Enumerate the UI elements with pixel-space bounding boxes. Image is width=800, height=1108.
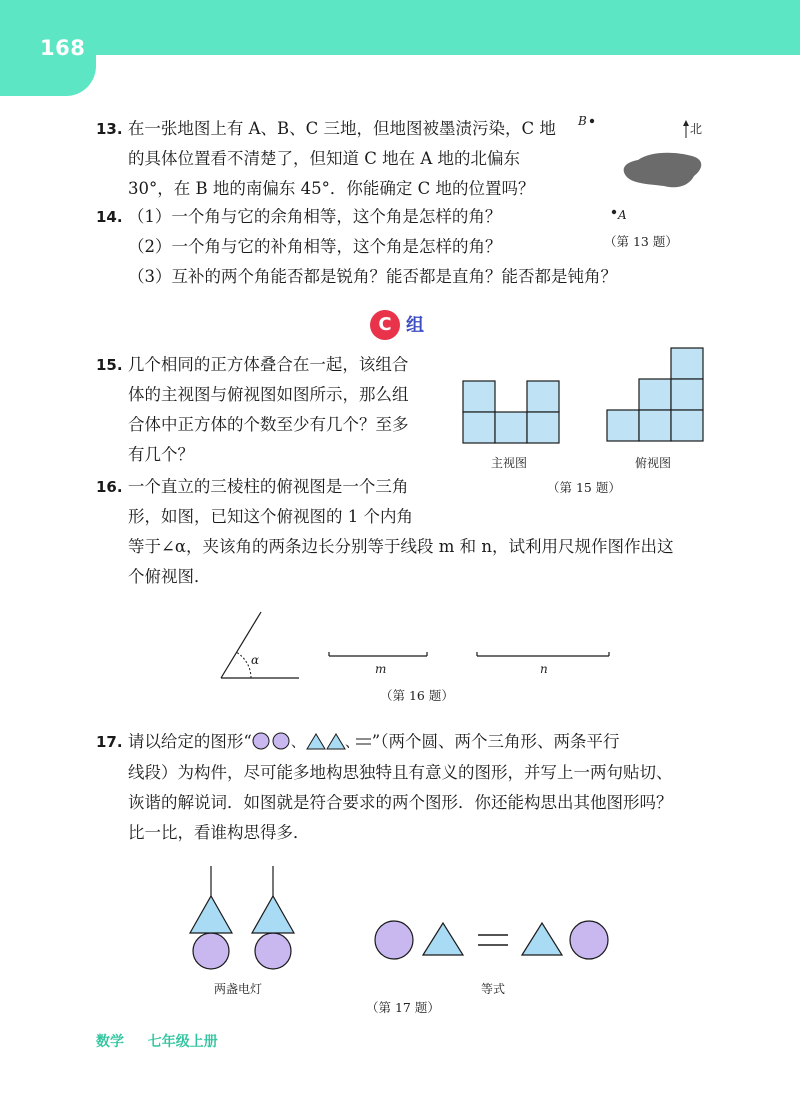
q16-caption: （第 16 题） xyxy=(380,688,454,703)
q13-number: 13. xyxy=(96,120,123,138)
front-view-label: 主视图 xyxy=(491,456,528,470)
front-cube xyxy=(495,412,527,443)
q14-line-3: （3）互补的两个角能否都是锐角？能否都是直角？能否都是钝角？ xyxy=(128,267,617,286)
angle-arc xyxy=(236,652,251,678)
header-band xyxy=(0,0,800,55)
q14-line-1 xyxy=(96,206,501,228)
label-north: 北 xyxy=(690,122,703,136)
top-cube xyxy=(671,410,703,441)
q15-front-view xyxy=(462,380,562,444)
top-cube xyxy=(671,348,703,379)
q17-line-3: 诙谐的解说词．如图就是符合要求的两个图形．你还能构思出其他图形吗？ xyxy=(128,793,673,812)
footer-book: 七年级上册 xyxy=(147,1034,218,1050)
lamps-label: 两盏电灯 xyxy=(214,982,263,996)
label-b: B xyxy=(578,114,587,128)
q16-number: 16. xyxy=(96,478,123,496)
q15-line-2: 体的主视图与俯视图如图所示，那么组 xyxy=(128,385,409,404)
q13-line-3: 30°，在 B 地的南偏东 45°．你能确定 C 地的位置吗？ xyxy=(128,179,535,198)
q13-line-1 xyxy=(96,118,556,140)
q13-caption: （第 13 题） xyxy=(604,234,678,249)
angle-alpha-label: α xyxy=(251,653,260,667)
equation-label: 等式 xyxy=(481,982,506,996)
segment-m-label: m xyxy=(375,662,387,676)
q16-figure xyxy=(215,608,615,683)
group-c-label: 组 xyxy=(406,315,424,336)
q14-text-1: （1）一个角与它的余角相等，这个角是怎样的角？ xyxy=(127,207,502,226)
front-cube xyxy=(463,412,495,443)
footer-subject: 数学 xyxy=(96,1034,124,1050)
svg-text:、: 、 xyxy=(290,735,305,751)
lamp-shade-triangle xyxy=(252,896,294,933)
q17-equation-figure xyxy=(372,917,612,963)
segment-n-label: n xyxy=(540,662,548,676)
lamp-bulb-circle xyxy=(255,933,291,969)
page-number: 168 xyxy=(40,36,86,60)
q13-line-2: 的具体位置看不清楚了，但知道 C 地在 A 地的北偏东 xyxy=(128,149,521,168)
inline-triangle xyxy=(327,734,345,749)
inline-circle xyxy=(273,733,289,749)
point-a xyxy=(612,210,616,214)
q17-line-4: 比一比，看谁构思得多． xyxy=(128,823,310,842)
footer xyxy=(96,1031,218,1051)
q17-text-1b: ”（两个圆、两个三角形、两条平行 xyxy=(371,732,620,751)
q16-text-1: 一个直立的三棱柱的俯视图是一个三角 xyxy=(127,477,409,496)
svg-text:、: 、 xyxy=(344,735,359,751)
lamp-bulb-circle xyxy=(193,933,229,969)
q15-line-1 xyxy=(96,354,408,376)
q17-number: 17. xyxy=(96,733,123,751)
q13-text-1: 在一张地图上有 A、B、C 三地，但地图被墨渍污染，C 地 xyxy=(127,119,556,138)
lamp-shade-triangle xyxy=(190,896,232,933)
equation-circle xyxy=(375,921,413,959)
front-cube xyxy=(463,381,495,412)
q15-text-1: 几个相同的正方体叠合在一起，该组合 xyxy=(127,355,409,374)
equation-triangle xyxy=(522,923,562,955)
q17-line-1 xyxy=(96,731,619,753)
q17-text-1a: 请以给定的图形“ xyxy=(127,732,252,751)
top-cube xyxy=(639,410,671,441)
top-view-label: 俯视图 xyxy=(635,456,672,470)
q14-line-2: （2）一个角与它的补角相等，这个角是怎样的角？ xyxy=(128,237,502,256)
angle-ray-slanted xyxy=(221,612,261,678)
north-arrow-head xyxy=(683,120,689,126)
inline-shapes xyxy=(252,731,372,751)
q16-line-4: 个俯视图． xyxy=(128,567,211,586)
q17-lamps-figure xyxy=(186,866,296,972)
q17-caption: （第 17 题） xyxy=(366,1000,440,1015)
q16-line-3: 等于∠α，夹该角的两条边长分别等于线段 m 和 n，试利用尺规作图作出这 xyxy=(128,537,674,556)
top-cube xyxy=(607,410,639,441)
q15-top-view xyxy=(606,347,706,444)
inline-circle xyxy=(253,733,269,749)
q15-number: 15. xyxy=(96,356,123,374)
q15-caption: （第 15 题） xyxy=(547,480,621,495)
q15-line-4: 有几个？ xyxy=(128,445,194,464)
equation-circle xyxy=(570,921,608,959)
q17-line-2: 线段）为构件，尽可能多地构思独特且有意义的图形，并写上一两句贴切、 xyxy=(128,763,673,782)
top-cube xyxy=(671,379,703,410)
top-cube xyxy=(639,379,671,410)
q16-line-1 xyxy=(96,476,408,498)
q14-number: 14. xyxy=(96,208,123,226)
front-cube xyxy=(527,381,559,412)
q15-line-3: 合体中正方体的个数至少有几个？至多 xyxy=(128,415,409,434)
point-b xyxy=(590,119,594,123)
inline-triangle xyxy=(307,734,325,749)
group-c-badge: C xyxy=(370,310,400,340)
front-cube xyxy=(527,412,559,443)
ink-blot xyxy=(624,153,702,188)
q16-line-2: 形，如图，已知这个俯视图的 1 个内角 xyxy=(128,507,413,526)
equation-triangle xyxy=(423,923,463,955)
label-a: A xyxy=(618,208,627,222)
